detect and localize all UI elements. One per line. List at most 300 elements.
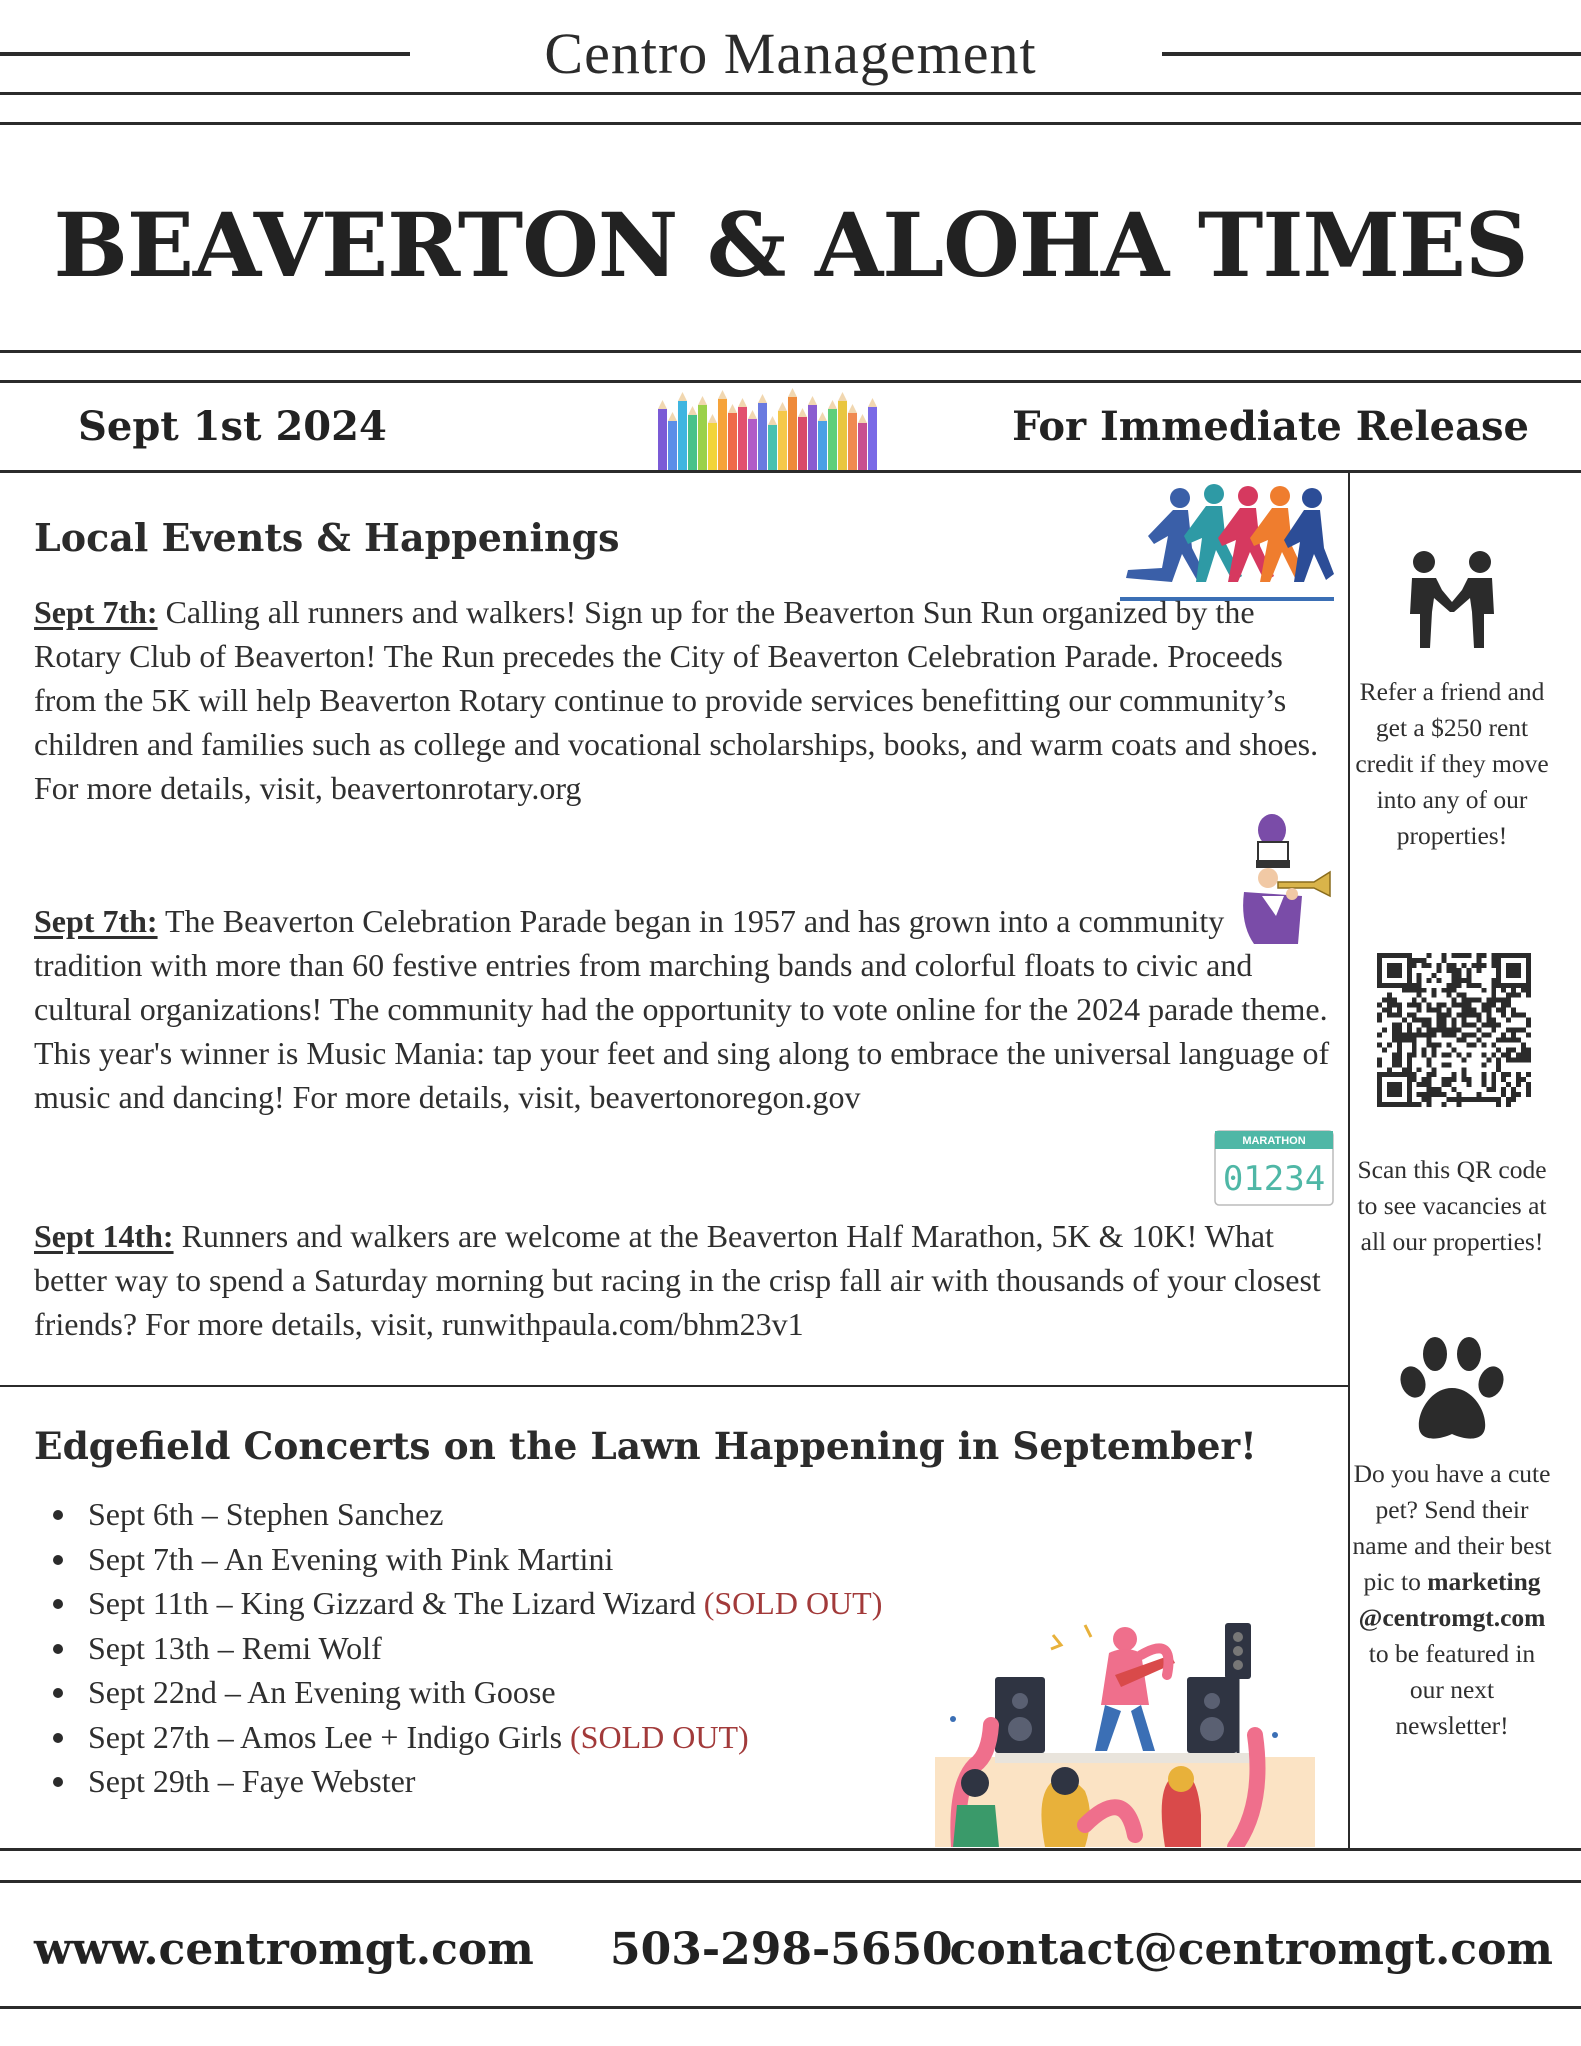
- pet-text-intro: Do you have a cute pet? Send their name and their best pic to: [1352, 1459, 1552, 1596]
- qr-module: [1476, 1092, 1481, 1097]
- event-text: The Beaverton Celebration Parade began in 1957 and has grown into a community tradition with more than 60 festive entries from marching bands and colorful floats to civic and cultural organizations! The community had the opportunity to vote online for the 2024 parade theme. This year's winner is Music Mania: tap your feet and sing along to embrace the universal language of music and dancing! For more details, visit, beavertonoregon.gov: [34, 903, 1330, 1115]
- qr-module: [1466, 968, 1471, 973]
- qr-module: [1422, 1052, 1427, 1057]
- pencil-tip: [778, 402, 787, 411]
- qr-module: [1526, 1082, 1531, 1087]
- qr-module: [1471, 983, 1476, 988]
- list-bullet-icon: [53, 1510, 63, 1520]
- qr-module: [1412, 988, 1417, 993]
- qr-module: [1491, 978, 1496, 983]
- qr-module: [1461, 1003, 1466, 1008]
- qr-module: [1422, 1047, 1427, 1052]
- qr-module: [1447, 1077, 1452, 1082]
- list-item: [34, 1626, 882, 1671]
- qr-module: [1491, 1023, 1496, 1028]
- qr-module: [1461, 1018, 1466, 1023]
- qr-module: [1496, 1037, 1501, 1042]
- qr-module: [1422, 1082, 1427, 1087]
- pencil: [698, 405, 707, 471]
- qr-caption: Scan this QR code to see vacancies at all our properties!: [1357, 1155, 1547, 1256]
- qr-module: [1417, 1008, 1422, 1013]
- qr-module: [1476, 958, 1481, 963]
- footer-website-link[interactable]: www.centromgt.com: [34, 1924, 534, 1975]
- concert-text: Sept 7th – An Evening with Pink Martini: [88, 1540, 614, 1577]
- list-bullet-icon: [53, 1777, 63, 1787]
- qr-module: [1526, 1072, 1531, 1077]
- qr-module: [1476, 983, 1481, 988]
- qr-module: [1377, 1032, 1382, 1037]
- qr-module: [1392, 1032, 1397, 1037]
- qr-module: [1407, 1028, 1412, 1033]
- qr-module: [1496, 1047, 1501, 1052]
- race-bib-icon: [1214, 1130, 1334, 1206]
- qr-module: [1447, 1082, 1452, 1087]
- bottom-rule: [0, 1848, 1581, 1851]
- title-rule: [0, 350, 1581, 353]
- qr-module: [1491, 1028, 1496, 1033]
- qr-module: [1407, 1013, 1412, 1018]
- qr-module: [1491, 998, 1496, 1003]
- qr-module: [1526, 1052, 1531, 1057]
- qr-module: [1432, 1047, 1437, 1052]
- qr-module: [1491, 1003, 1496, 1008]
- qr-module: [1397, 1008, 1402, 1013]
- qr-module: [1486, 1087, 1491, 1092]
- qr-module: [1397, 1013, 1402, 1018]
- qr-module: [1491, 1087, 1496, 1092]
- qr-module: [1427, 1032, 1432, 1037]
- pencil: [788, 397, 797, 471]
- qr-module: [1476, 1028, 1481, 1033]
- qr-module: [1466, 1013, 1471, 1018]
- qr-module: [1511, 1013, 1516, 1018]
- qr-module: [1526, 1087, 1531, 1092]
- pencil: [778, 411, 787, 471]
- qr-module: [1407, 1037, 1412, 1042]
- bottom-rule: [0, 1880, 1581, 1883]
- qr-module: [1461, 1067, 1466, 1072]
- concert-text: Sept 22nd – An Evening with Goose: [88, 1674, 556, 1710]
- qr-module: [1432, 1067, 1437, 1072]
- qr-module: [1491, 1052, 1496, 1057]
- concert-text: Sept 27th – Amos Lee + Indigo Girls: [88, 1718, 563, 1755]
- qr-module: [1486, 1013, 1491, 1018]
- qr-module: [1481, 1077, 1486, 1082]
- qr-module: [1387, 998, 1392, 1003]
- pencil: [808, 405, 817, 471]
- qr-module: [1447, 1042, 1452, 1047]
- pencil-tip: [718, 390, 727, 399]
- qr-module: [1397, 1057, 1402, 1062]
- pencil: [678, 401, 687, 471]
- qr-module: [1526, 993, 1531, 998]
- qr-module: [1471, 1023, 1476, 1028]
- qr-module: [1456, 993, 1461, 998]
- pencil-tip: [868, 398, 877, 407]
- qr-module: [1432, 1052, 1437, 1057]
- qr-module: [1521, 1013, 1526, 1018]
- qr-module: [1447, 983, 1452, 988]
- qr-module: [1407, 1052, 1412, 1057]
- qr-code-icon[interactable]: [1372, 948, 1536, 1112]
- qr-module: [1471, 998, 1476, 1003]
- qr-module: [1511, 988, 1516, 993]
- qr-module: [1447, 1028, 1452, 1033]
- qr-module: [1437, 1023, 1442, 1028]
- qr-module: [1387, 1082, 1402, 1097]
- org-name: Centro Management: [544, 21, 1037, 86]
- pet-text-outro: to be featured in our next newsletter!: [1368, 1639, 1536, 1740]
- qr-module: [1437, 1008, 1442, 1013]
- qr-module: [1427, 963, 1432, 968]
- qr-module: [1456, 1097, 1461, 1102]
- qr-module: [1422, 1097, 1427, 1102]
- release-label: For Immediate Release: [1012, 403, 1529, 450]
- qr-module: [1442, 1023, 1447, 1028]
- qr-module: [1417, 958, 1422, 963]
- qr-module: [1432, 993, 1437, 998]
- qr-module: [1407, 1067, 1412, 1072]
- qr-module: [1486, 1003, 1491, 1008]
- qr-module: [1521, 1047, 1526, 1052]
- event-text: Runners and walkers are welcome at the Beaverton Half Marathon, 5K & 10K! What better way to spend a Saturday morning but racing in the crisp fall air with thousands of your closest friends? For more details, visit, runwithpaula.com/bhm23v1: [34, 1218, 1321, 1342]
- qr-module: [1417, 983, 1422, 988]
- qr-module: [1521, 1057, 1526, 1062]
- qr-module: [1501, 1087, 1506, 1092]
- qr-module: [1461, 1097, 1466, 1102]
- runners-icon: [1118, 478, 1336, 604]
- qr-module: [1387, 1013, 1392, 1018]
- qr-module: [1471, 1032, 1476, 1037]
- qr-module: [1387, 963, 1402, 978]
- concert-list: [34, 1492, 882, 1804]
- qr-module: [1506, 1102, 1511, 1107]
- qr-module: [1417, 1028, 1422, 1033]
- qr-module: [1407, 1062, 1412, 1067]
- list-bullet-icon: [53, 1555, 63, 1565]
- qr-module: [1447, 1097, 1452, 1102]
- qr-module: [1447, 1052, 1452, 1057]
- list-bullet-icon: [53, 1644, 63, 1654]
- qr-module: [1456, 1052, 1461, 1057]
- sold-out-badge: (SOLD OUT): [570, 1718, 749, 1755]
- qr-module: [1476, 953, 1481, 958]
- qr-module: [1432, 1072, 1437, 1077]
- qr-module: [1516, 1028, 1521, 1033]
- section-divider: [0, 1385, 1348, 1387]
- qr-module: [1422, 963, 1427, 968]
- qr-module: [1516, 1077, 1521, 1082]
- qr-module: [1476, 968, 1481, 973]
- qr-module: [1486, 1018, 1491, 1023]
- event-date: Sept 14th:: [34, 1218, 174, 1254]
- qr-module: [1526, 988, 1531, 993]
- qr-module: [1437, 968, 1442, 973]
- pencil: [718, 399, 727, 471]
- qr-module: [1456, 978, 1461, 983]
- event-paragraph: [34, 590, 1330, 810]
- qr-module: [1516, 1052, 1521, 1057]
- qr-module: [1476, 1018, 1481, 1023]
- qr-module: [1506, 1052, 1511, 1057]
- issue-date: Sept 1st 2024: [78, 403, 387, 450]
- qr-module: [1452, 978, 1457, 983]
- qr-module: [1476, 1097, 1481, 1102]
- qr-module: [1481, 1097, 1486, 1102]
- list-item: [34, 1492, 882, 1537]
- qr-module: [1496, 998, 1501, 1003]
- qr-module: [1417, 1032, 1422, 1037]
- qr-module: [1382, 998, 1387, 1003]
- qr-module: [1476, 963, 1481, 968]
- qr-module: [1392, 1023, 1397, 1028]
- qr-module: [1511, 993, 1516, 998]
- pencil: [838, 401, 847, 471]
- qr-module: [1452, 1047, 1457, 1052]
- qr-module: [1432, 1087, 1437, 1092]
- footer-phone-link[interactable]: 503-298-5650: [610, 1924, 953, 1975]
- qr-module: [1427, 1102, 1432, 1107]
- qr-module: [1387, 1008, 1392, 1013]
- concert-text: Sept 11th – King Gizzard & The Lizard Wizard: [88, 1585, 696, 1621]
- list-bullet-icon: [53, 1688, 63, 1698]
- qr-module: [1442, 1082, 1447, 1087]
- pencil-tip: [808, 396, 817, 405]
- qr-module: [1506, 1003, 1511, 1008]
- qr-module: [1516, 1072, 1521, 1077]
- qr-module: [1442, 1102, 1447, 1107]
- title-rule: [0, 380, 1581, 383]
- pencil-tip: [838, 392, 847, 401]
- qr-module: [1461, 1077, 1466, 1082]
- qr-module: [1491, 1082, 1496, 1087]
- qr-module: [1447, 968, 1452, 973]
- list-item: [34, 1581, 882, 1626]
- qr-module: [1442, 1052, 1447, 1057]
- qr-module: [1432, 973, 1437, 978]
- qr-module: [1526, 1047, 1531, 1052]
- qr-module: [1456, 1003, 1461, 1008]
- qr-module: [1442, 1092, 1447, 1097]
- qr-module: [1427, 1062, 1432, 1067]
- qr-module: [1412, 1037, 1417, 1042]
- qr-module: [1427, 1003, 1432, 1008]
- qr-module: [1437, 1042, 1442, 1047]
- qr-module: [1481, 1062, 1486, 1067]
- newsletter-title: BEAVERTON & ALOHA TIMES: [53, 193, 1528, 297]
- qr-module: [1402, 988, 1407, 993]
- qr-module: [1511, 1097, 1516, 1102]
- qr-module: [1452, 998, 1457, 1003]
- list-item: [34, 1759, 882, 1804]
- qr-module: [1466, 953, 1471, 958]
- qr-module: [1466, 973, 1471, 978]
- qr-module: [1417, 1092, 1422, 1097]
- qr-module: [1452, 1003, 1457, 1008]
- qr-module: [1491, 1097, 1496, 1102]
- qr-module: [1511, 1028, 1516, 1033]
- qr-module: [1466, 1097, 1471, 1102]
- qr-module: [1432, 1028, 1437, 1033]
- qr-module: [1452, 1087, 1457, 1092]
- qr-module: [1412, 1052, 1417, 1057]
- qr-module: [1442, 1028, 1447, 1033]
- qr-module: [1407, 1023, 1412, 1028]
- qr-module: [1422, 1077, 1427, 1082]
- qr-module: [1417, 973, 1422, 978]
- qr-module: [1481, 1072, 1486, 1077]
- qr-module: [1397, 1003, 1402, 1008]
- qr-module: [1442, 1003, 1447, 1008]
- qr-module: [1387, 993, 1392, 998]
- qr-module: [1526, 1023, 1531, 1028]
- qr-module: [1447, 1062, 1452, 1067]
- qr-module: [1427, 1008, 1432, 1013]
- qr-module: [1471, 1097, 1476, 1102]
- qr-module: [1412, 1018, 1417, 1023]
- qr-module: [1447, 1032, 1452, 1037]
- qr-module: [1491, 963, 1496, 968]
- qr-module: [1466, 998, 1471, 1003]
- qr-module: [1506, 993, 1511, 998]
- qr-module: [1471, 1042, 1476, 1047]
- footer-email-link[interactable]: contact@centromgt.com: [949, 1924, 1553, 1975]
- pencil-tip: [728, 404, 737, 413]
- qr-module: [1407, 1003, 1412, 1008]
- qr-module: [1481, 953, 1486, 958]
- qr-module: [1452, 1028, 1457, 1033]
- qr-module: [1392, 1057, 1397, 1062]
- qr-module: [1377, 1018, 1382, 1023]
- pencil: [668, 421, 677, 471]
- qr-module: [1511, 1008, 1516, 1013]
- qr-module: [1377, 1062, 1382, 1067]
- pencil-tip: [748, 410, 757, 419]
- qr-module: [1481, 1042, 1486, 1047]
- qr-module: [1466, 983, 1471, 988]
- qr-module: [1461, 953, 1466, 958]
- qr-module: [1412, 1072, 1417, 1077]
- qr-module: [1407, 1057, 1412, 1062]
- qr-module: [1452, 973, 1457, 978]
- qr-module: [1501, 1032, 1506, 1037]
- qr-module: [1407, 988, 1412, 993]
- qr-module: [1481, 1023, 1486, 1028]
- qr-module: [1392, 1037, 1397, 1042]
- qr-module: [1466, 1052, 1471, 1057]
- qr-module: [1452, 1023, 1457, 1028]
- pet-email-link[interactable]: marketing@centromgt.com: [1358, 1567, 1546, 1632]
- qr-module: [1437, 978, 1442, 983]
- qr-module: [1491, 983, 1496, 988]
- qr-module: [1511, 1057, 1516, 1062]
- pencil-tip: [848, 404, 857, 413]
- sidebar-divider: [1348, 472, 1350, 1850]
- qr-module: [1461, 1008, 1466, 1013]
- pencil-tip: [798, 408, 807, 417]
- qr-module: [1496, 1102, 1501, 1107]
- colored-pencils-icon: [656, 385, 882, 471]
- qr-module: [1397, 1032, 1402, 1037]
- list-bullet-icon: [53, 1599, 63, 1609]
- qr-module: [1417, 978, 1422, 983]
- qr-module: [1397, 1023, 1402, 1028]
- qr-module: [1491, 1077, 1496, 1082]
- qr-module: [1427, 1023, 1432, 1028]
- qr-module: [1521, 1077, 1526, 1082]
- qr-module: [1452, 1032, 1457, 1037]
- qr-module: [1412, 1032, 1417, 1037]
- qr-module: [1461, 1057, 1466, 1062]
- event-paragraph: [34, 899, 1330, 1119]
- event-paragraph: [34, 1214, 1330, 1346]
- qr-module: [1447, 963, 1452, 968]
- qr-module: [1402, 1037, 1407, 1042]
- pencil-tip: [758, 394, 767, 403]
- qr-module: [1456, 968, 1461, 973]
- qr-module: [1486, 1057, 1491, 1062]
- qr-module: [1481, 988, 1486, 993]
- qr-module: [1461, 1013, 1466, 1018]
- qr-module: [1516, 1092, 1521, 1097]
- qr-module: [1506, 1097, 1511, 1102]
- qr-module: [1442, 1018, 1447, 1023]
- qr-module: [1452, 963, 1457, 968]
- pencil-tip: [738, 398, 747, 407]
- qr-module: [1432, 1008, 1437, 1013]
- qr-module: [1461, 963, 1466, 968]
- qr-module: [1506, 1047, 1511, 1052]
- qr-module: [1496, 1023, 1501, 1028]
- qr-module: [1456, 1037, 1461, 1042]
- qr-module: [1461, 978, 1466, 983]
- qr-module: [1417, 1003, 1422, 1008]
- pencil: [848, 413, 857, 471]
- qr-module: [1452, 1018, 1457, 1023]
- qr-module: [1412, 1102, 1417, 1107]
- qr-module: [1511, 1092, 1516, 1097]
- pencil-tip: [698, 396, 707, 405]
- qr-module: [1511, 1087, 1516, 1092]
- qr-module: [1481, 1008, 1486, 1013]
- qr-module: [1417, 1067, 1422, 1072]
- list-item: [34, 1715, 882, 1760]
- pencil-tip: [858, 414, 867, 423]
- qr-module: [1422, 988, 1427, 993]
- qr-module: [1501, 1003, 1506, 1008]
- qr-module: [1476, 1037, 1481, 1042]
- qr-module: [1491, 1042, 1496, 1047]
- qr-module: [1501, 1077, 1506, 1082]
- qr-module: [1392, 1052, 1397, 1057]
- qr-module: [1501, 1008, 1506, 1013]
- qr-module: [1526, 1032, 1531, 1037]
- footer-rule: [0, 2006, 1581, 2009]
- qr-module: [1417, 993, 1422, 998]
- qr-module: [1382, 1028, 1387, 1033]
- qr-module: [1491, 1018, 1496, 1023]
- qr-module: [1412, 1013, 1417, 1018]
- qr-module: [1452, 1077, 1457, 1082]
- qr-module: [1397, 1028, 1402, 1033]
- qr-module: [1422, 998, 1427, 1003]
- qr-module: [1456, 1102, 1461, 1107]
- qr-module: [1377, 1013, 1382, 1018]
- qr-module: [1447, 1008, 1452, 1013]
- qr-module: [1486, 1008, 1491, 1013]
- concert-text: Sept 29th – Faye Webster: [88, 1763, 416, 1799]
- pencil-tip: [818, 412, 827, 421]
